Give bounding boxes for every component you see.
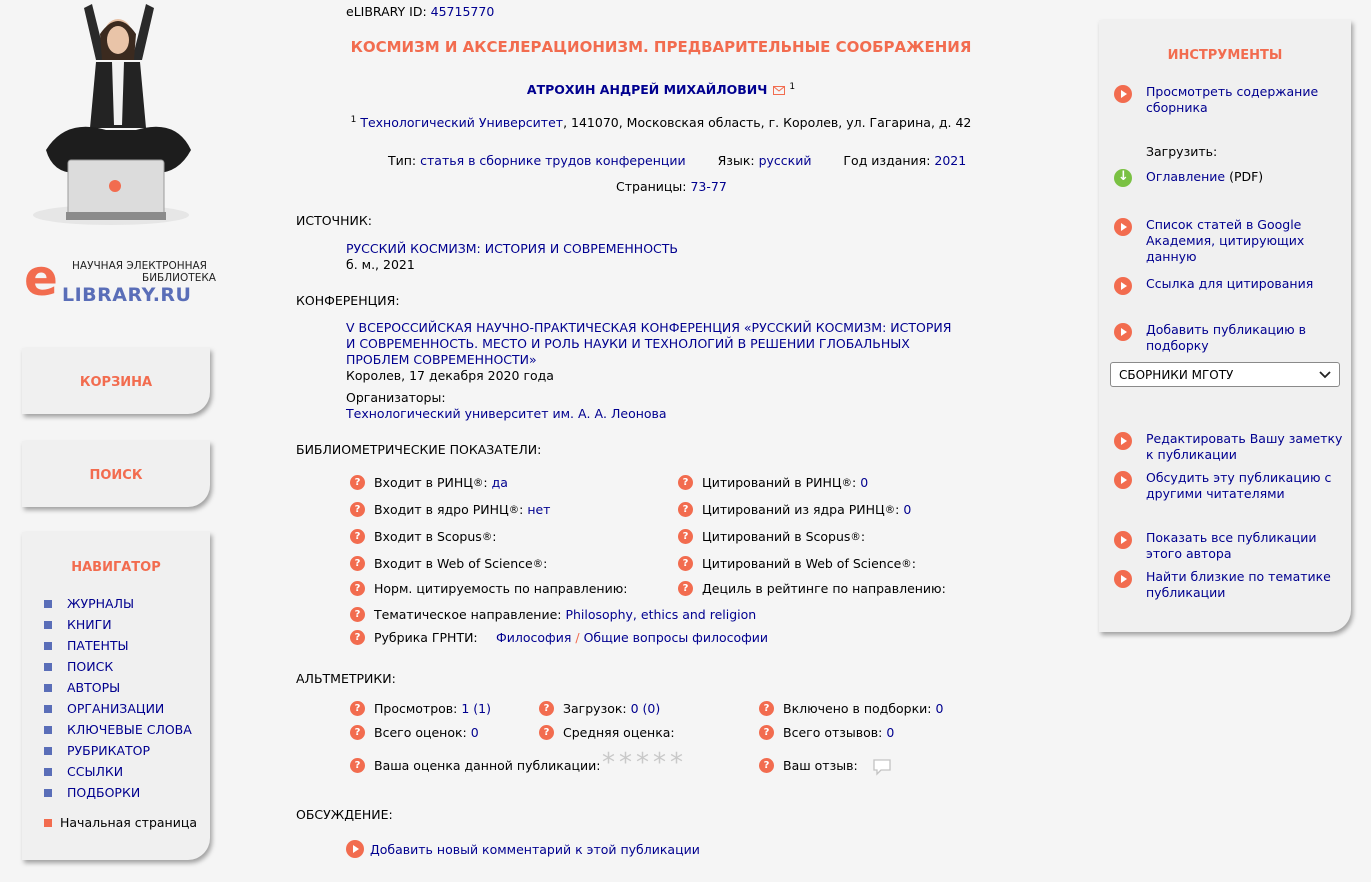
- help-icon[interactable]: ?: [350, 502, 365, 517]
- reg-mark: ®: [481, 530, 493, 543]
- author-pubs-row[interactable]: [1114, 530, 1344, 562]
- views-label: Просмотров:: [374, 701, 458, 716]
- collections-label: Включено в подборки:: [783, 701, 932, 716]
- colon: :: [492, 529, 497, 544]
- chevron-down-icon: [1319, 371, 1331, 379]
- nav-item[interactable]: [44, 782, 192, 803]
- scholar-row[interactable]: [1114, 217, 1344, 265]
- help-icon[interactable]: ?: [539, 701, 554, 716]
- help-icon[interactable]: ?: [678, 556, 693, 571]
- mail-icon[interactable]: [773, 86, 785, 95]
- author-sup: 1: [789, 82, 796, 92]
- help-icon[interactable]: ?: [350, 581, 365, 596]
- reg-mark: ®: [508, 503, 520, 516]
- square-bullet-icon: [44, 726, 52, 734]
- id-label: eLIBRARY ID:: [346, 4, 427, 19]
- biblio-label: БИБЛИОМЕТРИЧЕСКИЕ ПОКАЗАТЕЛИ:: [296, 442, 542, 457]
- add-comment-link[interactable]: Добавить новый комментарий к этой публикации: [370, 841, 700, 857]
- play-icon[interactable]: [1114, 471, 1132, 489]
- nav-item[interactable]: [44, 656, 192, 677]
- type-label: Тип:: [388, 153, 417, 168]
- colon: :: [543, 556, 548, 571]
- your-review-label: Ваш отзыв:: [783, 758, 858, 773]
- affiliation: [296, 115, 1026, 130]
- core-in-value[interactable]: нет: [527, 502, 551, 517]
- download-icon[interactable]: [1114, 169, 1132, 187]
- your-review-row: [759, 758, 858, 773]
- help-icon[interactable]: ?: [350, 701, 365, 716]
- rinc-in-label: Входит в РИНЦ: [374, 475, 473, 490]
- add-collection-row[interactable]: [1114, 322, 1344, 354]
- navigator-panel: [22, 532, 210, 860]
- source-place: б. м., 2021: [346, 257, 415, 272]
- comment-icon[interactable]: [872, 758, 892, 776]
- logo-brand: LIBRARY.RU: [62, 284, 192, 306]
- rinc-in-value[interactable]: да: [491, 475, 508, 490]
- nav-item[interactable]: [44, 593, 192, 614]
- nav-item[interactable]: [44, 677, 192, 698]
- collection-select[interactable]: [1110, 362, 1340, 387]
- play-icon[interactable]: [1114, 432, 1132, 450]
- scopus-in-label: Входит в Scopus: [374, 529, 482, 544]
- play-icon[interactable]: [1114, 570, 1132, 588]
- elibrary-logo[interactable]: [24, 249, 216, 310]
- reviews-row: [759, 725, 894, 740]
- norm-row: [350, 581, 627, 596]
- cart-title[interactable]: КОРЗИНА: [79, 375, 153, 390]
- affil-sup: 1: [350, 115, 357, 125]
- play-icon[interactable]: [1114, 277, 1132, 295]
- collections-row: [759, 701, 943, 716]
- colon: :: [911, 556, 916, 571]
- ratings-value[interactable]: 0: [470, 725, 479, 740]
- conference-date: Королев, 17 декабря 2020 года: [346, 368, 554, 383]
- altmetrics-label: АЛЬТМЕТРИКИ:: [296, 671, 396, 686]
- grnti-link-1[interactable]: Философия: [496, 630, 572, 645]
- search-panel[interactable]: [22, 441, 210, 507]
- core-in-label: Входит в ядро РИНЦ: [374, 502, 509, 517]
- hero-image: [26, 0, 196, 228]
- nav-item[interactable]: [44, 761, 192, 782]
- avg-label: Средняя оценка:: [563, 725, 675, 740]
- add-collection-link[interactable]: Добавить публикацию в подборку: [1146, 322, 1306, 353]
- square-bullet-icon: [44, 684, 52, 692]
- pages-value: 73-77: [690, 179, 727, 194]
- colon: :: [860, 529, 866, 544]
- views-row: [350, 701, 491, 716]
- discuss-link[interactable]: Обсудить эту публикацию с другими читателями: [1146, 470, 1332, 501]
- affil-link[interactable]: Технологический Университет: [360, 115, 564, 131]
- collections-value[interactable]: 0: [935, 701, 944, 716]
- square-bullet-icon: [44, 747, 52, 755]
- home-link[interactable]: Начальная страница: [60, 815, 197, 830]
- year-label: Год издания:: [843, 153, 931, 168]
- nav-item[interactable]: [44, 719, 192, 740]
- help-icon[interactable]: ?: [350, 607, 365, 622]
- cit-rinc-row: [678, 475, 868, 490]
- navigator-list: [44, 593, 192, 803]
- source-label: ИСТОЧНИК:: [296, 213, 372, 228]
- scopus-in-row: [350, 529, 496, 544]
- discussion-label: ОБСУЖДЕНИЕ:: [296, 807, 393, 822]
- help-icon[interactable]: ?: [350, 529, 365, 544]
- author-link[interactable]: АТРОХИН АНДРЕЙ МИХАЙЛОВИЧ: [526, 82, 768, 98]
- nav-item-label[interactable]: ПОИСК: [67, 659, 114, 674]
- square-bullet-icon: [44, 819, 52, 827]
- cit-rinc-label: Цитирований в РИНЦ: [702, 475, 842, 490]
- colon: :: [519, 502, 524, 517]
- square-bullet-icon: [44, 600, 52, 608]
- view-contents-row[interactable]: [1114, 84, 1344, 116]
- nav-item-label[interactable]: ОРГАНИЗАЦИИ: [67, 701, 165, 716]
- cit-scopus-label: Цитирований в Scopus: [702, 529, 851, 544]
- theme-label: Тематическое направление:: [374, 607, 562, 622]
- conference-label: КОНФЕРЕНЦИЯ:: [296, 293, 400, 308]
- cite-link[interactable]: Ссылка для цитирования: [1146, 276, 1314, 291]
- nav-item-label[interactable]: ССЫЛКИ: [67, 764, 124, 779]
- wos-in-row: [350, 556, 547, 571]
- reg-mark: ®: [884, 503, 896, 516]
- square-bullet-icon: [44, 705, 52, 713]
- cit-wos-label: Цитирований в Web of Science: [702, 556, 902, 571]
- similar-link[interactable]: Найти близкие по тематике публикации: [1146, 569, 1331, 600]
- colon: :: [895, 502, 900, 517]
- tools-title: ИНСТРУМЕНТЫ: [1167, 48, 1283, 63]
- view-contents-link[interactable]: Просмотреть содержание сборника: [1146, 84, 1319, 115]
- help-icon[interactable]: ?: [350, 630, 365, 645]
- source-link[interactable]: РУССКИЙ КОСМИЗМ: ИСТОРИЯ И СОВРЕМЕННОСТЬ: [346, 241, 678, 256]
- reg-mark: ®: [901, 557, 912, 570]
- toc-format: (PDF): [1229, 169, 1264, 184]
- your-rating-label: Ваша оценка данной публикации:: [374, 758, 601, 773]
- article-title: КОСМИЗМ И АКСЕЛЕРАЦИОНИЗМ. ПРЕДВАРИТЕЛЬНЫЕ СООБРАЖЕНИЯ: [350, 38, 972, 56]
- author-pubs-link[interactable]: Показать все публикации этого автора: [1146, 530, 1317, 561]
- views-value[interactable]: 1 (1): [461, 701, 491, 716]
- your-rating-row: [350, 758, 600, 773]
- help-icon[interactable]: ?: [350, 758, 365, 773]
- grnti-label: Рубрика ГРНТИ:: [374, 630, 478, 645]
- download-label: Загрузить:: [1146, 144, 1218, 159]
- type-row: [388, 153, 966, 168]
- navigator-title: НАВИГАТОР: [71, 560, 161, 575]
- square-bullet-icon: [44, 789, 52, 797]
- decile-row: [678, 581, 946, 596]
- help-icon[interactable]: ?: [678, 529, 693, 544]
- wos-in-label: Входит в Web of Science: [374, 556, 533, 571]
- nav-item[interactable]: [44, 635, 192, 656]
- help-icon[interactable]: ?: [759, 725, 774, 740]
- author-line: [296, 82, 1026, 97]
- organizers-link[interactable]: Технологический университет им. А. А. Леонова: [346, 406, 667, 421]
- logo-line1: НАУЧНАЯ ЭЛЕКТРОННАЯ: [72, 260, 207, 272]
- help-icon[interactable]: ?: [350, 475, 365, 490]
- ratings-row: [350, 725, 479, 740]
- cit-core-value[interactable]: 0: [903, 502, 912, 517]
- reg-mark: ®: [472, 476, 484, 489]
- rating-stars[interactable]: *****: [602, 748, 687, 778]
- conference-link[interactable]: V ВСЕРОССИЙСКАЯ НАУЧНО-ПРАКТИЧЕСКАЯ КОНФЕРЕНЦИЯ «РУССКИЙ КОСМИЗМ: ИСТОРИЯ И СОВРЕМЕННОСТЬ. МЕСТО И РОЛЬ НАУКИ И ТЕХНОЛОГИЙ В РЕШЕНИИ ГЛОБАЛЬНЫХ ПРОБЛЕМ СОВРЕМЕННОСТИ»: [346, 320, 952, 367]
- nav-item-label[interactable]: АВТОРЫ: [67, 680, 121, 695]
- reg-mark: ®: [532, 557, 544, 570]
- tools-panel: [1099, 20, 1351, 632]
- play-icon[interactable]: [1114, 323, 1132, 341]
- reg-mark: ®: [841, 476, 852, 489]
- nav-item-label[interactable]: КЛЮЧЕВЫЕ СЛОВА: [67, 722, 192, 737]
- play-icon[interactable]: [1114, 531, 1132, 549]
- help-icon[interactable]: ?: [678, 475, 693, 490]
- rinc-in-row: [350, 475, 508, 490]
- year-value: 2021: [934, 153, 967, 168]
- id-value: 45715770: [430, 4, 495, 19]
- downloads-label: Загрузок:: [563, 701, 627, 716]
- help-icon[interactable]: ?: [759, 758, 774, 773]
- nav-item-label[interactable]: ЖУРНАЛЫ: [67, 596, 134, 611]
- square-bullet-icon: [44, 621, 52, 629]
- cart-panel[interactable]: [22, 348, 210, 414]
- grnti-separator: /: [575, 630, 580, 645]
- nav-item[interactable]: [44, 740, 192, 761]
- square-bullet-icon: [44, 768, 52, 776]
- edit-note-link[interactable]: Редактировать Вашу заметку к публикации: [1146, 431, 1343, 462]
- theme-value[interactable]: Philosophy, ethics and religion: [565, 607, 757, 622]
- toc-link[interactable]: Оглавление: [1146, 169, 1226, 184]
- nav-item[interactable]: [44, 698, 192, 719]
- cit-scopus-row: [678, 529, 865, 544]
- discuss-row[interactable]: [1114, 470, 1344, 502]
- help-icon[interactable]: ?: [759, 701, 774, 716]
- edit-note-row[interactable]: [1114, 431, 1344, 463]
- cite-row[interactable]: [1114, 276, 1344, 295]
- search-title[interactable]: ПОИСК: [89, 468, 143, 483]
- similar-row[interactable]: [1114, 569, 1344, 601]
- cit-core-row: [678, 502, 911, 517]
- cit-core-label: Цитирований из ядра РИНЦ: [702, 502, 885, 517]
- reg-mark: ®: [850, 530, 861, 543]
- grnti-row: [350, 630, 768, 645]
- nav-item-label[interactable]: ПАТЕНТЫ: [67, 638, 129, 653]
- cit-wos-row: [678, 556, 916, 571]
- grnti-link-2[interactable]: Общие вопросы философии: [583, 630, 769, 645]
- lang-value: русский: [758, 153, 812, 168]
- organizers-label: Организаторы:: [346, 390, 446, 405]
- affil-address: , 141070, Московская область, г. Королев, ул. Гагарина, д. 42: [563, 115, 972, 131]
- add-comment-row[interactable]: [346, 840, 700, 858]
- nav-item-label[interactable]: ПОДБОРКИ: [67, 785, 141, 800]
- help-icon[interactable]: ?: [350, 556, 365, 571]
- type-value: статья в сборнике трудов конференции: [420, 153, 686, 168]
- downloads-row: [539, 701, 660, 716]
- play-icon[interactable]: [346, 840, 364, 858]
- help-icon[interactable]: ?: [350, 725, 365, 740]
- toc-row[interactable]: [1114, 169, 1344, 187]
- logo-line2: БИБЛИОТЕКА: [142, 272, 216, 284]
- help-icon[interactable]: ?: [539, 725, 554, 740]
- scholar-link[interactable]: Список статей в Google Академия, цитирующих данную: [1146, 217, 1305, 264]
- nav-item[interactable]: [44, 614, 192, 635]
- play-icon[interactable]: [1114, 218, 1132, 236]
- help-icon[interactable]: ?: [678, 502, 693, 517]
- reviews-value[interactable]: 0: [886, 725, 895, 740]
- nav-item-label[interactable]: РУБРИКАТОР: [67, 743, 151, 758]
- avg-row: [539, 725, 675, 740]
- nav-item-label[interactable]: КНИГИ: [67, 617, 112, 632]
- elibrary-id: [346, 4, 494, 19]
- pages-label: Страницы:: [616, 179, 687, 194]
- theme-row: [350, 607, 756, 622]
- square-bullet-icon: [44, 642, 52, 650]
- square-bullet-icon: [44, 663, 52, 671]
- downloads-value[interactable]: 0 (0): [630, 701, 661, 716]
- pages-row: [616, 179, 727, 194]
- collection-select-value: СБОРНИКИ МГОТУ: [1119, 367, 1234, 382]
- ratings-label: Всего оценок:: [374, 725, 467, 740]
- colon: :: [851, 475, 857, 490]
- reviews-label: Всего отзывов:: [783, 725, 883, 740]
- cit-rinc-value[interactable]: 0: [860, 475, 869, 490]
- core-in-row: [350, 502, 550, 517]
- norm-label: Норм. цитируемость по направлению:: [374, 581, 628, 596]
- play-icon[interactable]: [1114, 85, 1132, 103]
- lang-label: Язык:: [717, 153, 755, 168]
- logo-e: e: [24, 249, 58, 307]
- decile-label: Дециль в рейтинге по направлению:: [702, 581, 946, 596]
- colon: :: [483, 475, 488, 490]
- home-link-row[interactable]: [44, 815, 197, 830]
- help-icon[interactable]: ?: [678, 581, 693, 596]
